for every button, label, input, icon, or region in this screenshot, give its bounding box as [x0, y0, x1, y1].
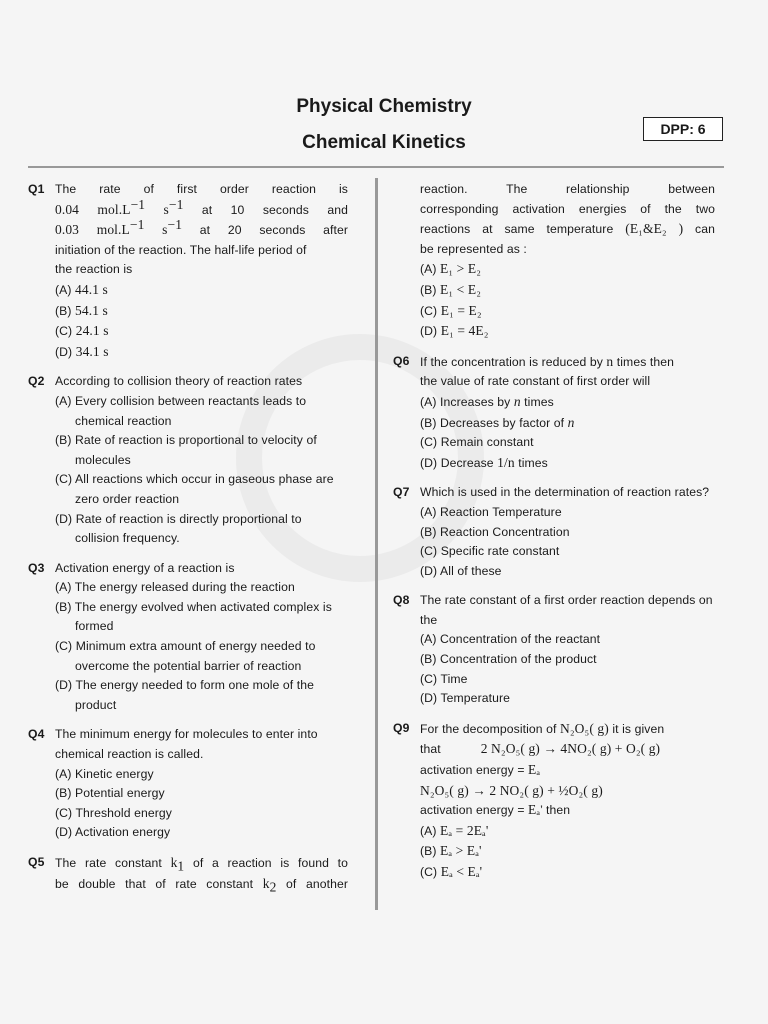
option-d: (D) Temperature: [420, 691, 511, 706]
page-subtitle: Chemical Kinetics: [302, 132, 466, 153]
question-line: The rate constant $k_1$ of a reaction is found to: [55, 855, 348, 874]
option-a: (A) Eₐ = 2Eₐ': [420, 822, 489, 838]
question-stem: Activation energy of a reaction is: [55, 560, 235, 575]
question-line: reactions at same temperature (E₁&E₂ ) can: [420, 221, 716, 237]
option-c: (C) Minimum extra amount of energy needed to overcome the potential barrier of reaction: [55, 639, 316, 673]
equation: N₂O₅( g) → 2 NO₂( g) + ½O₂( g): [420, 782, 603, 798]
page-title: Physical Chemistry: [296, 96, 472, 117]
question-7: [393, 483, 715, 581]
option-c: (C) Eₐ < Eₐ': [420, 864, 483, 879]
option-b: (B) Eₐ > Eₐ': [420, 843, 482, 859]
question-number: Q8: [393, 593, 410, 608]
option-d: (D) The energy needed to form one mole of the product: [55, 678, 315, 712]
question-line: If the concentration is reduced by n times then: [420, 353, 674, 369]
option-d: (D) Rate of reaction is directly proportional to collision frequency.: [55, 511, 302, 546]
question-number: Q9: [393, 720, 410, 735]
option-d: (D) E₁ = 4E₂: [420, 323, 489, 339]
question-number: Q4: [28, 727, 45, 742]
question-line: be represented as :: [420, 241, 527, 256]
question-line: The rate of first order reaction is: [55, 182, 348, 196]
option-b: (B) E₁ < E₂: [420, 281, 482, 297]
question-line: be double that of rate constant $k_2$ of another: [55, 875, 348, 895]
option-a: (A) 44.1 s: [55, 281, 108, 297]
option-d: (D) All of these: [420, 563, 502, 578]
right-column: [393, 180, 715, 883]
question-line: For the decomposition of N₂O₅( g) it is given: [420, 720, 665, 736]
option-c: (C) Specific rate constant: [420, 544, 560, 559]
option-a: (A) Increases by n times: [420, 393, 554, 409]
option-d: (D) Decrease 1/n times: [420, 454, 548, 470]
question-line: activation energy = Eₐ’ then: [420, 802, 571, 818]
question-3: [28, 559, 348, 716]
option-d: (D) Activation energy: [55, 825, 171, 840]
question-2: [28, 372, 348, 548]
question-line: the reaction is: [55, 262, 133, 277]
question-line: initiation of the reaction. The half-life period of: [55, 242, 307, 257]
question-number: Q1: [28, 182, 45, 196]
question-6: [393, 352, 715, 474]
option-c: (C) 24.1 s: [55, 323, 109, 339]
question-8: [393, 591, 715, 709]
left-column: [28, 180, 348, 894]
question-4: [28, 725, 348, 843]
question-5-continued: [393, 180, 715, 342]
option-b: (B) The energy evolved when activated complex is formed: [55, 599, 332, 634]
question-number: Q6: [393, 353, 410, 368]
option-a: (A) Every collision between reactants leads to chemical reaction: [55, 393, 307, 428]
option-b: (B) Reaction Concentration: [420, 524, 570, 539]
question-9: [393, 719, 715, 883]
question-number: Q5: [28, 855, 45, 869]
question-line: corresponding activation energies of the two: [420, 201, 715, 216]
question-number: Q3: [28, 560, 45, 575]
option-c: (C) E₁ = E₂: [420, 302, 482, 318]
question-stem: According to collision theory of reaction rates: [55, 374, 303, 389]
option-a: (A) Kinetic energy: [55, 766, 154, 781]
question-stem: The rate constant of a first order reaction depends on the: [420, 593, 713, 627]
dpp-badge: DPP: 6: [643, 117, 723, 141]
question-1: [28, 180, 348, 362]
option-c: (C) All reactions which occur in gaseous phase are zero order reaction: [55, 472, 334, 506]
option-b: (B) Rate of reaction is proportional to velocity of molecules: [55, 433, 317, 467]
option-a: (A) Concentration of the reactant: [420, 632, 601, 647]
question-number: Q2: [28, 374, 45, 389]
question-line: activation energy = Eₐ: [420, 762, 541, 778]
question-stem: The minimum energy for molecules to enter into chemical reaction is called.: [55, 727, 318, 762]
question-line: 0.03 $mol.L^{-1}$ $s^{-1}$ at 20 seconds after: [55, 217, 349, 238]
option-a: (A) E₁ > E₂: [420, 261, 482, 277]
question-line: the value of rate constant of first order will: [420, 374, 651, 389]
option-d: (D) 34.1 s: [55, 343, 109, 359]
header-divider: [28, 166, 724, 168]
column-divider: [375, 178, 378, 910]
question-stem: Which is used in the determination of reaction rates?: [420, 485, 710, 500]
option-b: (B) Concentration of the product: [420, 652, 597, 667]
option-b: (B) 54.1 s: [55, 302, 108, 318]
option-a: (A) Reaction Temperature: [420, 504, 562, 519]
option-b: (B) Potential energy: [55, 786, 165, 801]
question-number: Q7: [393, 485, 410, 500]
question-line: 0.04 $mol.L^{-1}$ $s^{-1}$ at 10 seconds and: [55, 196, 348, 217]
option-c: (C) Threshold energy: [55, 805, 172, 820]
option-b: (B) Decreases by factor of n: [420, 414, 575, 430]
question-line: that 2 N₂O₅( g) → 4NO₂( g) + O₂( g): [420, 741, 661, 757]
question-line: reaction. The relationship between: [420, 182, 715, 196]
option-c: (C) Time: [420, 671, 468, 686]
question-5: [28, 853, 348, 894]
option-c: (C) Remain constant: [420, 435, 534, 450]
option-a: (A) The energy released during the reaction: [55, 580, 295, 595]
